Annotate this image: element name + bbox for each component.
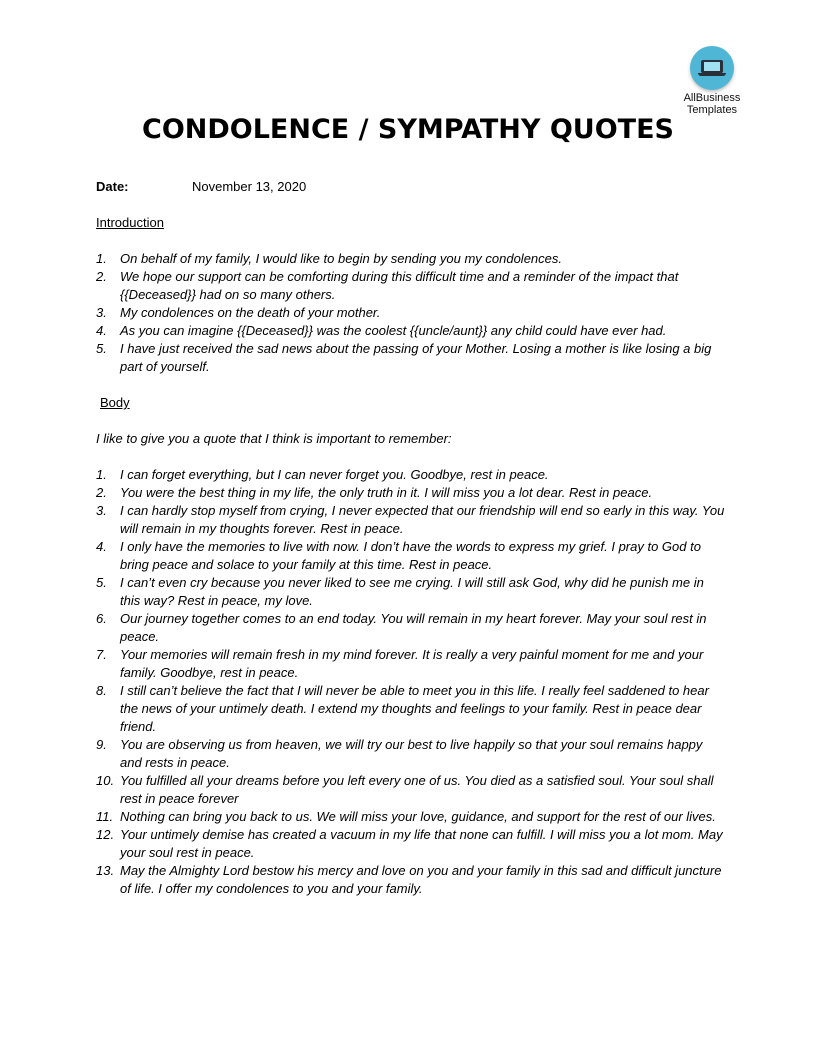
body-heading: Body — [100, 395, 130, 410]
introduction-heading: Introduction — [96, 215, 164, 230]
introduction-item — [96, 304, 726, 322]
list-item-number: 6. — [96, 611, 107, 626]
introduction-item — [96, 340, 726, 376]
date-row — [96, 178, 726, 196]
list-item-text: Your memories will remain fresh in my mind forever. It is really a very painful moment for me and your family. Goodbye, rest in peace. — [120, 647, 704, 680]
date-label: Date: — [96, 179, 129, 194]
list-item-number: 1. — [96, 251, 107, 266]
list-item-number: 12. — [96, 827, 115, 842]
list-item-text: You are observing us from heaven, we will try our best to live happily so that your soul remains happy and rests in peace. — [120, 737, 703, 770]
quote-item — [96, 826, 726, 862]
list-item-text: You were the best thing in my life, the only truth in it. I will miss you a lot dear. Rest in peace. — [120, 485, 653, 500]
quote-item — [96, 808, 726, 826]
body-lead: I like to give you a quote that I think is important to remember: — [96, 431, 452, 446]
quote-item — [96, 466, 726, 484]
quote-item — [96, 862, 726, 898]
list-item-number: 4. — [96, 539, 107, 554]
quote-item — [96, 682, 726, 736]
list-item-text: I can hardly stop myself from crying, I never expected that our friendship will end so early in this way. You will remain in my thoughts forever. Rest in peace. — [120, 503, 725, 536]
document-title: CONDOLENCE / SYMPATHY QUOTES — [142, 114, 674, 145]
list-item-text: We hope our support can be comforting during this difficult time and a reminder of the impact that {{Deceased}} had on so many others. — [120, 269, 679, 302]
list-item-number: 7. — [96, 647, 107, 662]
list-item-text: I still can’t believe the fact that I will never be able to meet you in this life. I really feel saddened to hear the news of your untimely death. I extend my thoughts and feelings to your family. Rest in peace dear friend. — [120, 683, 709, 734]
laptop-icon — [690, 46, 734, 90]
list-item-text: Your untimely demise has created a vacuum in my life that none can fulfill. I will miss you a lot mom. May your soul rest in peace. — [120, 827, 723, 860]
quote-item — [96, 574, 726, 610]
quote-item — [96, 646, 726, 682]
list-item-text: As you can imagine {{Deceased}} was the coolest {{uncle/aunt}} any child could have ever had. — [120, 323, 667, 338]
list-item-number: 3. — [96, 305, 107, 320]
list-item-text: My condolences on the death of your mother. — [120, 305, 381, 320]
list-item-number: 1. — [96, 467, 107, 482]
quote-item — [96, 484, 726, 502]
body-quote-list — [96, 466, 726, 898]
logo-text — [676, 92, 748, 116]
list-item-number: 2. — [96, 485, 107, 500]
list-item-text: I can’t even cry because you never liked to see me crying. I will still ask God, why did he punish me in this way? Rest in peace, my love. — [120, 575, 704, 608]
list-item-number: 4. — [96, 323, 107, 338]
introduction-item — [96, 322, 726, 340]
document-content — [96, 178, 726, 916]
date-value: November 13, 2020 — [192, 179, 307, 194]
list-item-text: I have just received the sad news about the passing of your Mother. Losing a mother is like losing a big part of yourself. — [120, 341, 712, 374]
quote-item — [96, 502, 726, 538]
introduction-list — [96, 250, 726, 376]
list-item-text: Nothing can bring you back to us. We will miss your love, guidance, and support for the rest of our lives. — [120, 809, 716, 824]
list-item-number: 2. — [96, 269, 107, 284]
list-item-number: 8. — [96, 683, 107, 698]
list-item-text: May the Almighty Lord bestow his mercy and love on you and your family in this sad and difficult juncture of life. I offer my condolences to you and your family. — [120, 863, 722, 896]
quote-item — [96, 736, 726, 772]
list-item-number: 13. — [96, 863, 115, 878]
introduction-item — [96, 250, 726, 268]
list-item-number: 10. — [96, 773, 115, 788]
quote-item — [96, 538, 726, 574]
list-item-number: 11. — [96, 809, 114, 824]
list-item-number: 5. — [96, 575, 107, 590]
allbusiness-templates-logo — [676, 46, 748, 116]
list-item-number: 3. — [96, 503, 107, 518]
list-item-number: 5. — [96, 341, 107, 356]
list-item-text: I only have the memories to live with now. I don’t have the words to express my grief. I pray to God to bring peace and solace to your family at this time. Rest in peace. — [120, 539, 701, 572]
quote-item — [96, 772, 726, 808]
quote-item — [96, 610, 726, 646]
logo-line-2: Templates — [686, 104, 738, 116]
list-item-text: I can forget everything, but I can never forget you. Goodbye, rest in peace. — [120, 467, 549, 482]
logo-line-1: AllBusiness — [683, 92, 741, 104]
list-item-text: Our journey together comes to an end today. You will remain in my heart forever. May your soul rest in peace. — [120, 611, 707, 644]
list-item-text: On behalf of my family, I would like to begin by sending you my condolences. — [120, 251, 562, 266]
introduction-item — [96, 268, 726, 304]
list-item-number: 9. — [96, 737, 107, 752]
list-item-text: You fulfilled all your dreams before you left every one of us. You died as a satisfied soul. Your soul shall rest in peace forever — [120, 773, 714, 806]
